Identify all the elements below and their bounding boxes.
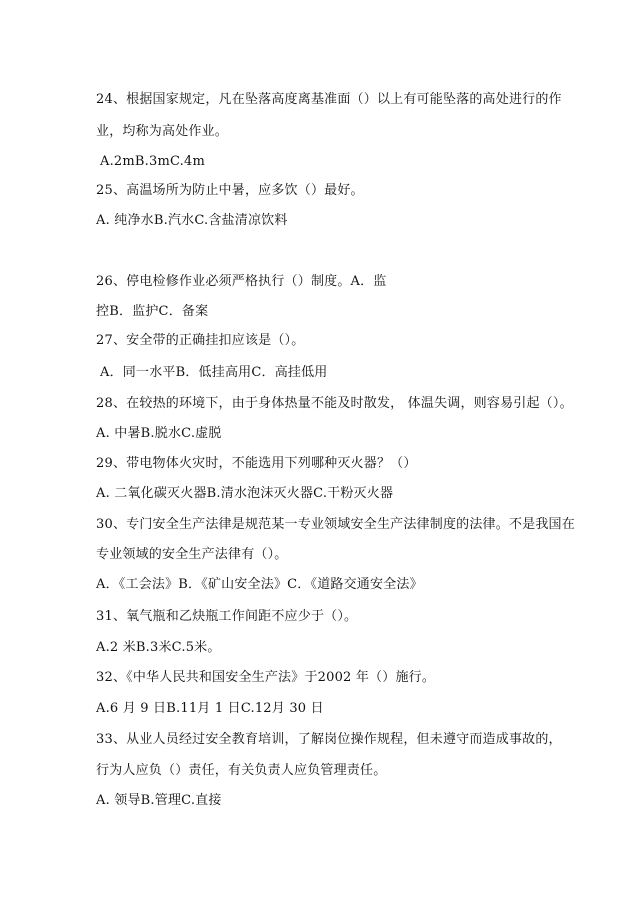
question-25-options: A. 纯净水B.汽水C.含盐清凉饮料 [96, 213, 288, 228]
question-33-line-1: 33、从业人员经过安全教育培训，了解岗位操作规程，但未遵守而造成事故的， [96, 732, 562, 747]
question-32-options: A.6 月 9 日B.11月 1 日C.12月 30 日 [96, 701, 324, 716]
question-28-options: A. 中暑B.脱水C.虚脱 [96, 426, 222, 441]
question-31-line-1: 31、氧气瓶和乙炔瓶工作间距不应少于（）。 [96, 609, 358, 624]
question-25-line-1: 25、高温场所为防止中暑，应多饮（）最好。 [96, 183, 364, 198]
question-26-line-1: 26、停电检修作业必须严格执行（）制度。A．监 [96, 274, 387, 289]
question-24-line-1: 24、根据国家规定，凡在坠落高度离基准面（）以上有可能坠落的高处进行的作 [96, 92, 562, 107]
question-27-options: A．同一水平B．低挂高用C．高挂低用 [100, 365, 328, 380]
question-31-options: A.2 米B.3米C.5米。 [96, 640, 221, 655]
question-33-line-2: 行为人应负（）责任，有关负责人应负管理责任。 [96, 763, 387, 778]
question-33-options: A. 领导B.管理C.直接 [96, 793, 222, 808]
question-30-line-1: 30、专门安全生产法律是规范某一专业领域安全生产法律制度的法律。不是我国在 [96, 517, 575, 532]
question-26-line-2: 控B．监护C．备案 [96, 304, 209, 319]
question-24-line-2: 业，均称为高处作业。 [96, 124, 229, 139]
question-32-line-1: 32、《中华人民共和国安全生产法》于2002 年（）施行。 [96, 670, 436, 685]
question-30-options: A．《工会法》B．《矿山安全法》C．《道路交通安全法》 [96, 577, 423, 592]
question-30-line-2: 专业领域的安全生产法律有（）。 [96, 547, 288, 562]
question-29-options: A. 二氧化碳灭火器B.清水泡沫灭火器C.干粉灭火器 [96, 486, 394, 501]
question-24-options: A.2mB.3mC.4m [100, 154, 206, 169]
question-29-line-1: 29、带电物体火灾时，不能选用下列哪种灭火器？（） [96, 456, 417, 471]
question-28-line-1: 28、在较热的环境下，由于身体热量不能及时散发， 体温失调，则容易引起（）。 [96, 396, 573, 411]
question-27-line-1: 27、安全带的正确挂扣应该是（）。 [96, 333, 305, 348]
